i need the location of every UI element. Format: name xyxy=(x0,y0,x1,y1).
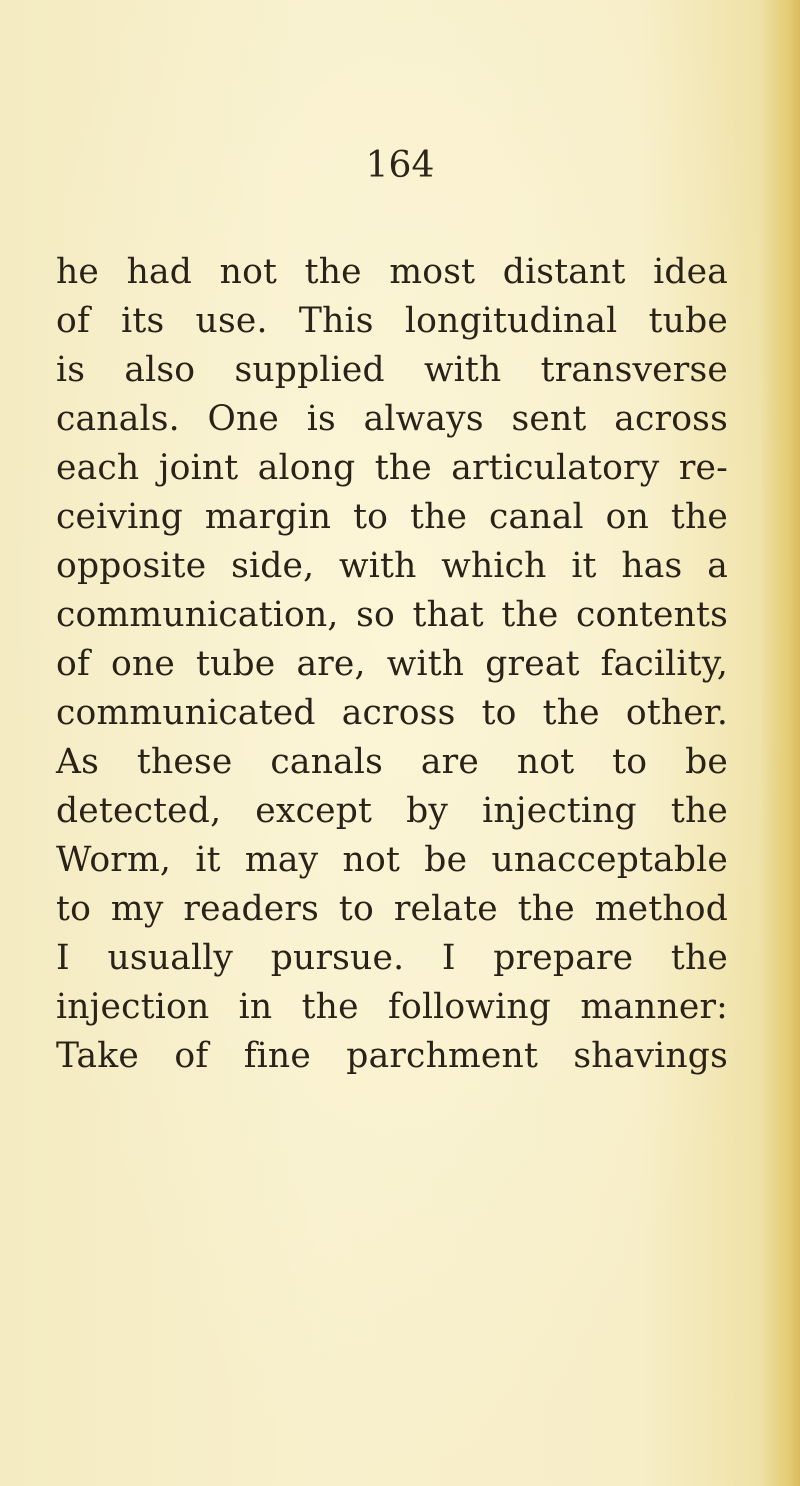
text-line: ceiving margin to the canal on the xyxy=(56,497,728,537)
text-line: canals. One is always sent across xyxy=(56,399,728,439)
text-line: he had not the most distant idea xyxy=(56,252,728,292)
text-line: As these canals are not to be xyxy=(56,742,728,782)
text-line: is also supplied with transverse xyxy=(56,350,728,390)
text-line: opposite side, with which it has a xyxy=(56,546,728,586)
text-line: each joint along the articulatory re- xyxy=(56,448,728,488)
text-line: communication, so that the contents xyxy=(56,595,728,635)
text-line: communicated across to the other. xyxy=(56,693,728,733)
body-text xyxy=(56,248,728,1081)
page-number: 164 xyxy=(365,145,435,186)
text-line: detected, except by injecting the xyxy=(56,791,728,831)
text-line: I usually pursue. I prepare the xyxy=(56,938,728,978)
text-line: Worm, it may not be unacceptable xyxy=(56,840,728,880)
text-line: of one tube are, with great facility, xyxy=(56,644,728,684)
text-line: injection in the following manner: xyxy=(56,987,728,1027)
text-line: Take of fine parchment shavings xyxy=(56,1036,728,1076)
text-line: of its use. This longitudinal tube xyxy=(56,301,728,341)
page-edge-shading xyxy=(760,0,800,1486)
text-line: to my readers to relate the method xyxy=(56,889,728,929)
